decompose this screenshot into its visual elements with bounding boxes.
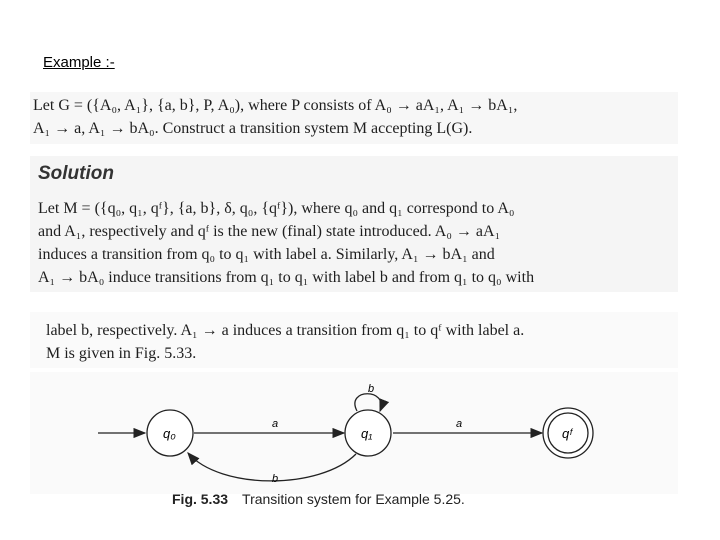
solution-title: Solution <box>38 163 114 184</box>
figure-caption-text: Transition system for Example 5.25. <box>242 491 465 507</box>
state-qf-label: qᶠ <box>562 426 572 441</box>
problem-line-1: Let G = ({A₀, A₁}, {a, b}, P, A₀), where P consists of A₀ → aA₁, A₁ → bA₁, <box>33 97 518 114</box>
problem-line-2: A₁ → a, A₁ → bA₀. Construct a transition system M accepting L(G). <box>33 120 473 137</box>
edge-label-q1-q0: b <box>272 473 279 485</box>
state-q1-label: q₁ <box>361 426 373 441</box>
state-q0-label: q₀ <box>163 426 176 441</box>
edge-label-q1-qf: a <box>456 418 463 430</box>
figure-number: Fig. 5.33 <box>172 491 229 507</box>
edge-label-q1-loop: b <box>368 383 375 395</box>
edge-label-q0-q1: a <box>272 418 279 430</box>
solution-line-4: A₁ → bA₀ induce transitions from q₁ to q₁ with label b and from q₁ to q₀ with <box>38 269 535 286</box>
solution-line-5: label b, respectively. A₁ → a induces a transition from q₁ to qᶠ with label a. <box>46 322 525 339</box>
solution-line-3: induces a transition from q₀ to q₁ with label a. Similarly, A₁ → bA₁ and <box>38 246 495 263</box>
solution-line-6: M is given in Fig. 5.33. <box>46 345 197 362</box>
solution-line-2: and A₁, respectively and qᶠ is the new (final) state introduced. A₀ → aA₁ <box>38 223 501 240</box>
figure-caption <box>172 491 465 507</box>
solution-line-1: Let M = ({q₀, q₁, qᶠ}, {a, b}, δ, q₀, {qᶠ}), where q₀ and q₁ correspond to A₀ <box>38 200 515 217</box>
example-heading: Example :- <box>43 54 115 71</box>
